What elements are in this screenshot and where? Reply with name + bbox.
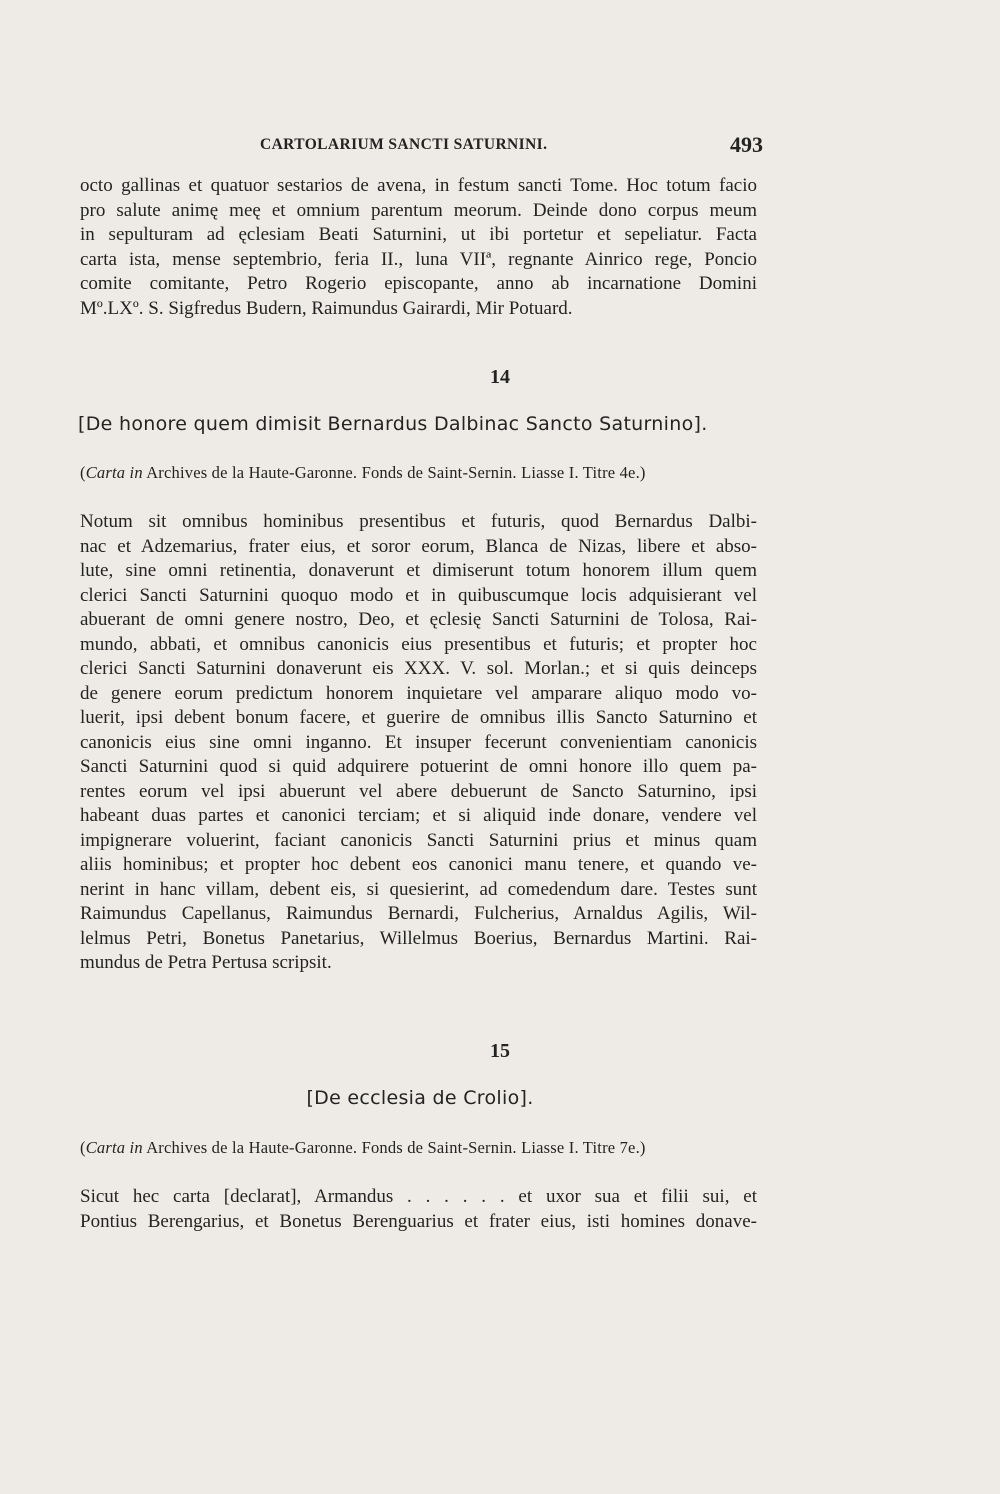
text-line: de genere eorum predictum honorem inquietare vel amparare aliquo modo vo- <box>80 682 757 704</box>
running-title: CARTOLARIUM SANCTI SATURNINI. <box>260 136 548 153</box>
running-header <box>80 132 763 162</box>
text-line: nac et Adzemarius, frater eius, et soror eorum, Blanca de Nizas, libere et abso- <box>80 535 757 557</box>
text-line: canonicis eius sine omni inganno. Et insuper fecerunt convenientiam canonicis <box>80 731 757 753</box>
document-heading-15: [De ecclesia de Crolio]. <box>306 1087 534 1109</box>
text-line: clerici Sancti Saturnini quoquo modo et in quibuscumque locis adquisierant vel <box>80 584 757 606</box>
text-line: in sepulturam ad ęclesiam Beati Saturnini, ut ibi portetur et sepeliatur. Facta <box>80 224 757 245</box>
source-open-paren: ( <box>80 463 86 482</box>
text-line: pro salute animę meę et omnium parentum meorum. Deinde dono corpus meum <box>80 199 757 221</box>
text-line: Notum sit omnibus hominibus presentibus et futuris, quod Bernardus Dalbi- <box>80 511 757 532</box>
text-line: octo gallinas et quatuor sestarios de avena, in festum sancti Tome. Hoc totum facio <box>80 175 757 196</box>
text-line: Sancti Saturnini quod si quid adquirere potuerint de omni honore illo quem pa- <box>80 756 757 777</box>
document-number-14: 14 <box>490 366 510 388</box>
text-line: habeant duas partes et canonici terciam; et si aliquid inde donare, vendere vel <box>80 805 757 826</box>
text-line: clerici Sancti Saturnini donaverunt eis XXX. V. sol. Morlan.; et si quis deinceps <box>80 658 757 679</box>
text-line: rentes eorum vel ipsi abuerunt vel abere debuerunt de Sancto Saturnino, ipsi <box>80 780 757 802</box>
text-line: luerit, ipsi debent bonum facere, et guerire de omnibus illis Sancto Saturnino et <box>80 707 757 728</box>
text-line: Pontius Berengarius, et Bonetus Berenguarius et frater eius, isti homines donave- <box>80 1210 757 1232</box>
document-body-14 <box>80 510 757 976</box>
continuation-paragraph <box>80 174 757 321</box>
text-line: lute, sine omni retinentia, donaverunt et dimiserunt totum honorem illum quem <box>80 560 757 581</box>
text-line: mundo, abbati, et omnibus canonicis eius presentibus et futuris; et propter hoc <box>80 633 757 655</box>
source-italic-label: Carta in <box>85 463 143 482</box>
source-archive-reference: Archives de la Haute-Garonne. Fonds de Saint-Sernin. Liasse I. Titre 4e.) <box>142 463 646 482</box>
text-line: abuerant de omni genere nostro, Deo, et ęclesię Sancti Saturnini de Tolosa, Rai- <box>80 609 757 630</box>
text-line: carta ista, mense septembrio, feria II., luna VIIª, regnante Ainrico rege, Poncio <box>80 248 757 270</box>
document-heading-14: [De honore quem dimisit Bernardus Dalbinac Sancto Saturnino]. <box>78 413 708 435</box>
source-archive-reference: Archives de la Haute-Garonne. Fonds de Saint-Sernin. Liasse I. Titre 7e.) <box>142 1138 646 1157</box>
source-open-paren: ( <box>80 1138 86 1157</box>
document-number-15: 15 <box>490 1040 510 1062</box>
text-line: Sicut hec carta [declarat], Armandus . . . . . . et uxor sua et filii sui, et <box>80 1186 757 1207</box>
text-line: nerint in hanc villam, debent eis, si quesierint, ad comedendum dare. Testes sunt <box>80 878 757 900</box>
source-italic-label: Carta in <box>85 1138 143 1157</box>
source-note-15 <box>80 1138 760 1158</box>
text-line: impignerare voluerint, faciant canonicis Sancti Saturnini prius et minus quam <box>80 829 757 851</box>
text-line: Mº.LXº. S. Sigfredus Budern, Raimundus Gairardi, Mir Potuard. <box>80 297 573 319</box>
text-line: Raimundus Capellanus, Raimundus Bernardi, Fulcherius, Arnaldus Agilis, Wil- <box>80 903 757 924</box>
document-body-15 <box>80 1185 757 1234</box>
page-number: 493 <box>730 132 763 157</box>
text-line: comite comitante, Petro Rogerio episcopante, anno ab incarnatione Domini <box>80 273 757 294</box>
text-line: lelmus Petri, Bonetus Panetarius, Willelmus Boerius, Bernardus Martini. Rai- <box>80 927 757 949</box>
text-line: aliis hominibus; et propter hoc debent eos canonici manu tenere, et quando ve- <box>80 854 757 875</box>
source-note-14 <box>80 463 760 483</box>
text-line: mundus de Petra Pertusa scripsit. <box>80 952 332 973</box>
